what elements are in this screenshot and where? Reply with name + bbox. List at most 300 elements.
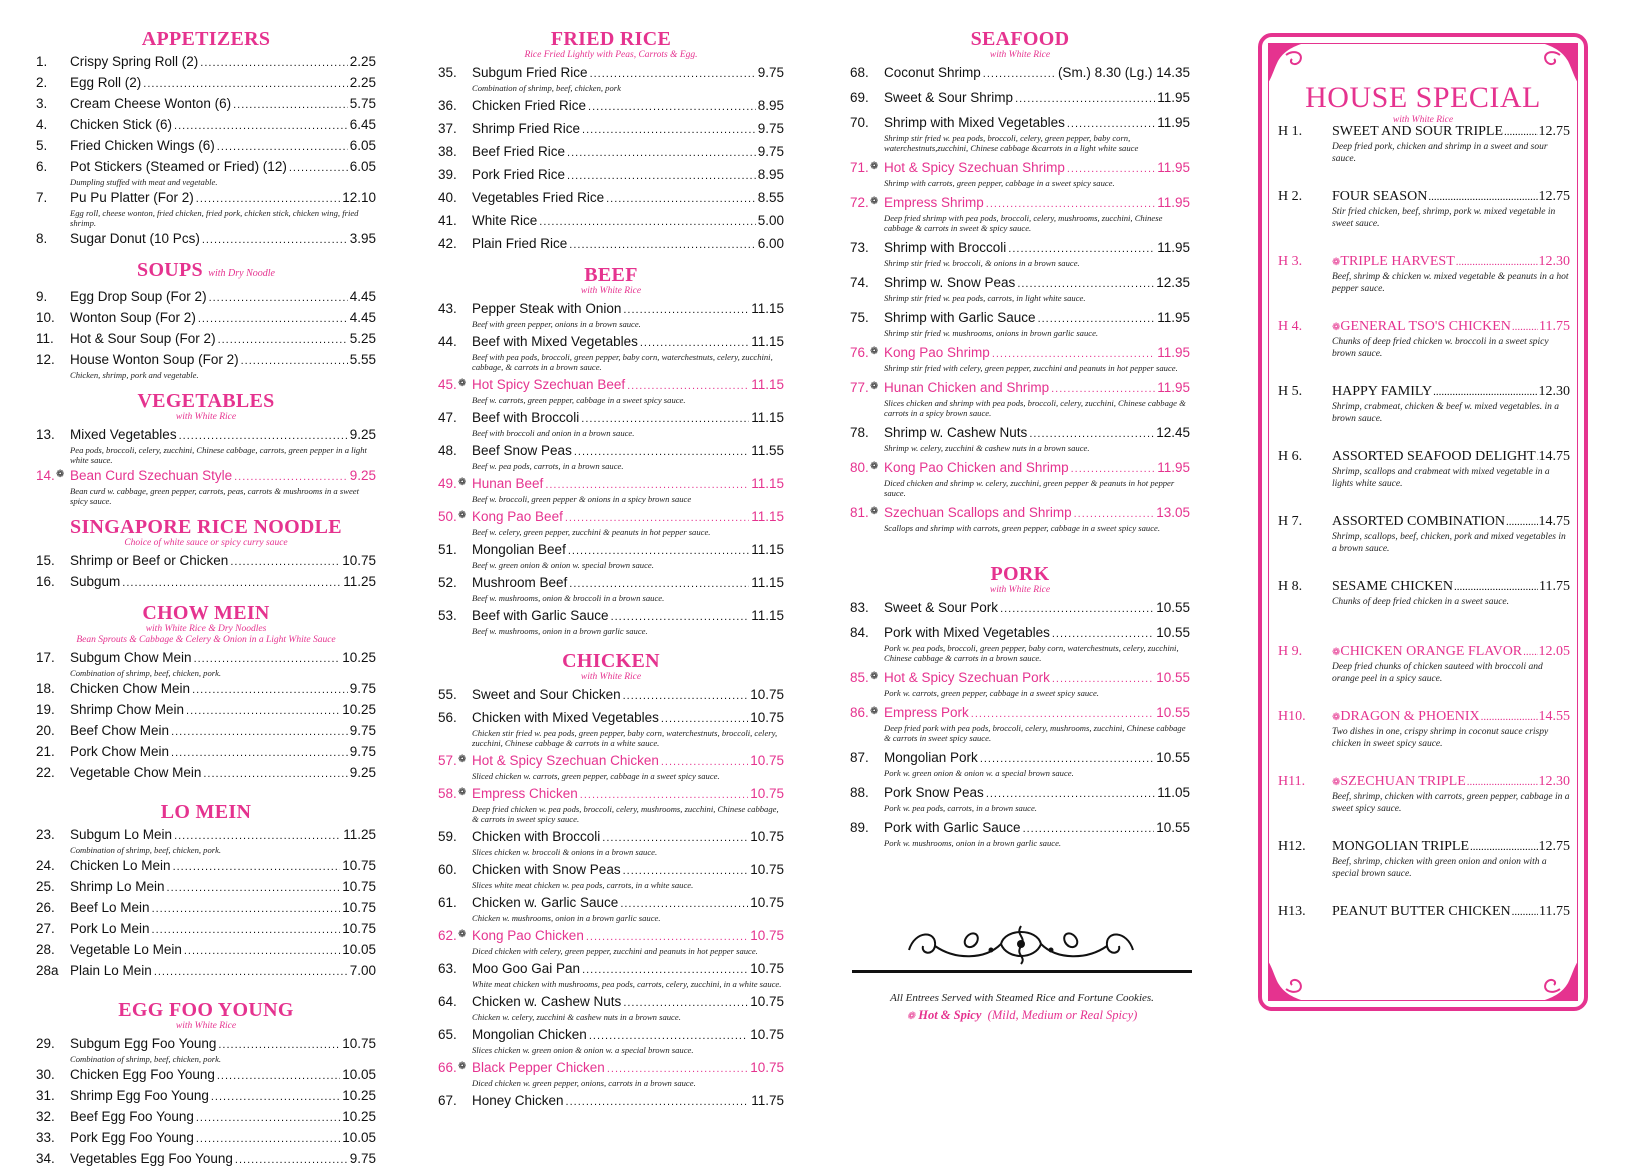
item-number: 14. <box>36 468 55 483</box>
item-price: 12.35 <box>1156 275 1190 290</box>
leader-dots <box>986 196 1155 213</box>
menu-item <box>850 459 1190 498</box>
item-row <box>884 379 1190 398</box>
leader-dots <box>1052 626 1154 643</box>
item-name: Cream Cheese Wonton (6) <box>70 96 232 111</box>
item-description: Shrimp stir fried with celery, green pepper, zucchini and peanuts in hot pepper sauce. <box>884 363 1178 373</box>
leader-dots <box>1454 579 1538 596</box>
item-description: Deep fried pork with pea pods, broccoli, celery, mushrooms, zucchini, Chinese cabbage & carrots in sweet spicy sauce. <box>884 723 1186 743</box>
item-number: 42. <box>438 236 457 251</box>
section-title-text: APPETIZERS <box>141 28 271 50</box>
item-row <box>884 194 1190 213</box>
leader-dots <box>1506 514 1537 531</box>
item-name: Black Pepper Chicken <box>472 1060 605 1075</box>
item-row <box>472 607 784 626</box>
leader-dots <box>1512 319 1538 336</box>
item-row <box>1278 708 1570 726</box>
menu-item <box>36 552 376 571</box>
menu-item <box>438 686 784 705</box>
item-row <box>70 230 376 249</box>
item-name: Hot & Sour Soup (For 2) <box>70 331 216 346</box>
menu-section <box>36 801 376 981</box>
item-price: 11.75 <box>1539 579 1570 594</box>
item-name: GENERAL TSO'S CHICKEN <box>1340 319 1511 334</box>
chili-pepper-icon: ❁ <box>1332 322 1341 333</box>
item-price: 12.05 <box>1538 644 1570 659</box>
item-name: Vegetable Chow Mein <box>70 765 202 780</box>
menu-item <box>36 137 376 156</box>
item-price: 8.55 <box>757 190 784 205</box>
item-number: 76. <box>850 345 869 360</box>
item-name: Empress Pork <box>884 705 969 720</box>
item-row <box>70 116 376 135</box>
item-name: Shrimp with Mixed Vegetables <box>884 115 1065 130</box>
item-name: Pepper Steak with Onion <box>472 301 622 316</box>
menu-item <box>850 309 1190 338</box>
leader-dots <box>568 543 749 560</box>
item-row <box>1278 253 1570 271</box>
item-row <box>884 89 1190 108</box>
item-row <box>472 960 784 979</box>
item-row <box>70 722 376 741</box>
item-row <box>884 624 1190 643</box>
item-name: Chicken Egg Foo Young <box>70 1067 215 1082</box>
item-name: Subgum Fried Rice <box>472 65 588 80</box>
item-row <box>472 333 784 352</box>
leader-dots <box>1017 276 1154 293</box>
item-description: Combination of shrimp, beef, chicken, pork. <box>70 668 222 678</box>
item-price: 10.05 <box>342 942 376 957</box>
item-price: 14.75 <box>1538 449 1570 464</box>
section-title-text: BEEF <box>584 264 638 286</box>
item-price: 6.05 <box>349 159 376 174</box>
item-price: 13.05 <box>1156 505 1190 520</box>
item-number: 35. <box>438 65 457 80</box>
menu-item-list <box>438 64 784 254</box>
item-description: Beef with broccoli and onion in a brown sauce. <box>472 428 635 438</box>
menu-item <box>850 784 1190 813</box>
item-price: 10.75 <box>342 553 376 568</box>
menu-item <box>36 1150 376 1169</box>
item-price: 11.05 <box>1157 785 1190 800</box>
menu-item <box>36 1108 376 1127</box>
item-name: Shrimp with Garlic Sauce <box>884 310 1036 325</box>
menu-item-list <box>850 64 1190 533</box>
leader-dots <box>186 703 340 720</box>
item-name: Hunan Beef <box>472 476 544 491</box>
item-name: Shrimp Chow Mein <box>70 702 185 717</box>
menu-item-list <box>850 599 1190 848</box>
item-number: 77. <box>850 380 869 395</box>
item-name: Empress Chicken <box>472 786 578 801</box>
item-price: 10.75 <box>750 961 784 976</box>
leader-dots <box>661 711 748 728</box>
item-name: Fried Chicken Wings (6) <box>70 138 215 153</box>
item-number: 48. <box>438 443 457 458</box>
item-row <box>70 899 376 918</box>
item-row <box>472 120 784 139</box>
item-number: 53. <box>438 608 457 623</box>
item-name: Shrimp w. Cashew Nuts <box>884 425 1028 440</box>
menu-item <box>36 288 376 307</box>
menu-item <box>438 861 784 890</box>
item-row <box>884 159 1190 178</box>
leader-dots <box>218 332 348 349</box>
leader-dots <box>992 346 1155 363</box>
item-name: Mongolian Beef <box>472 542 566 557</box>
leader-dots <box>980 751 1154 768</box>
leader-dots <box>627 378 749 395</box>
menu-item <box>36 95 376 114</box>
leader-dots <box>581 411 749 428</box>
item-price: 11.55 <box>751 443 784 458</box>
item-name: TRIPLE HARVEST <box>1340 254 1455 269</box>
item-number: 10. <box>36 310 55 325</box>
section-title-text: LO MEIN <box>160 801 252 823</box>
section-title <box>850 563 1190 585</box>
leader-dots <box>1038 311 1156 328</box>
section-title <box>438 264 784 286</box>
item-number: 24. <box>36 858 55 873</box>
menu-item <box>36 764 376 783</box>
item-number: 37. <box>438 121 457 136</box>
menu-section <box>850 28 1190 533</box>
item-description: Beef, shrimp, chicken with carrots, green pepper, cabbage in a sweet spicy sauce. <box>1332 792 1570 814</box>
item-row <box>472 785 784 804</box>
item-description: Deep fried chicken w. pea pods, broccoli, celery, mushrooms, zucchini, Chinese cabbage, & carrots in sweet spicy sauce. <box>472 804 779 824</box>
item-row <box>884 239 1190 258</box>
item-price: 9.75 <box>757 65 784 80</box>
item-number: 52. <box>438 575 457 590</box>
item-description: Shrimp stir fried w. broccoli, & onions in a brown sauce. <box>884 258 1080 268</box>
item-price: 11.15 <box>751 476 784 491</box>
leader-dots <box>211 1089 340 1106</box>
item-name: Mushroom Beef <box>472 575 568 590</box>
item-row <box>472 861 784 880</box>
house-special-item <box>1278 448 1570 490</box>
item-name: Beef with Mixed Vegetables <box>472 334 638 349</box>
chili-pepper-icon: ❁ <box>458 378 467 389</box>
item-name: Chicken w. Cashew Nuts <box>472 994 622 1009</box>
leader-dots <box>1537 449 1538 466</box>
item-number: 19. <box>36 702 55 717</box>
item-row <box>1278 903 1570 921</box>
item-name: Mongolian Pork <box>884 750 978 765</box>
chili-pepper-icon: ❁ <box>870 196 879 207</box>
item-name: Egg Roll (2) <box>70 75 142 90</box>
chili-pepper-icon: ❁ <box>870 161 879 172</box>
item-row <box>884 309 1190 328</box>
item-row <box>70 1108 376 1127</box>
menu-item <box>438 541 784 570</box>
item-name: Chicken with Broccoli <box>472 829 601 844</box>
item-row <box>472 235 784 254</box>
leader-dots <box>174 118 348 135</box>
item-description: Shrimp w. celery, zucchini & cashew nuts in a brown sauce. <box>884 443 1090 453</box>
item-number: 62. <box>438 928 457 943</box>
leader-dots <box>194 651 341 668</box>
item-name: Hot & Spicy Szechuan Pork <box>884 670 1050 685</box>
leader-dots <box>1000 601 1154 618</box>
item-number: 29. <box>36 1036 55 1051</box>
item-number: 3. <box>36 96 48 111</box>
section-title-text: FRIED RICE <box>550 28 672 50</box>
chili-pepper-icon: ❁ <box>870 381 879 392</box>
item-name: MONGOLIAN TRIPLE <box>1332 839 1470 854</box>
leader-dots <box>196 1131 340 1148</box>
item-price: 11.75 <box>751 1093 784 1108</box>
chili-pepper-icon: ❁ <box>870 506 879 517</box>
leader-dots <box>1067 116 1155 133</box>
item-description: Beef w. broccoli, green pepper & onions in a spicy brown sauce <box>472 494 692 504</box>
menu-item-list <box>36 288 376 380</box>
item-number: 13. <box>36 427 55 442</box>
item-row <box>884 114 1190 133</box>
item-price: 12.30 <box>1538 254 1570 269</box>
item-price: 9.75 <box>349 1151 376 1166</box>
item-price: 10.55 <box>1156 820 1190 835</box>
menu-item <box>438 828 784 857</box>
leader-dots <box>1008 241 1155 258</box>
item-number: 18. <box>36 681 55 696</box>
leader-dots <box>971 706 1154 723</box>
leader-dots <box>1470 839 1537 856</box>
item-number: 51. <box>438 542 457 557</box>
item-price: 9.75 <box>757 144 784 159</box>
item-price: 2.25 <box>349 75 376 90</box>
item-name: ASSORTED SEAFOOD DELIGHT <box>1332 449 1536 464</box>
item-number: H 1. <box>1278 124 1303 139</box>
item-number: 28. <box>36 942 55 957</box>
item-row <box>1278 448 1570 466</box>
chili-pepper-icon: ❁ <box>870 671 879 682</box>
item-number: 34. <box>36 1151 55 1166</box>
item-name: Moo Goo Gai Pan <box>472 961 581 976</box>
item-row <box>884 504 1190 523</box>
item-number: 16. <box>36 574 55 589</box>
menu-item <box>36 53 376 72</box>
item-name: Kong Pao Beef <box>472 509 563 524</box>
item-name: Shrimp or Beef or Chicken <box>70 553 229 568</box>
leader-dots <box>1433 384 1537 401</box>
menu-item <box>850 599 1190 618</box>
leader-dots <box>569 576 749 593</box>
item-name: Beef with Garlic Sauce <box>472 608 609 623</box>
item-row <box>70 649 376 668</box>
leader-dots <box>983 66 1056 83</box>
item-row <box>472 574 784 593</box>
chili-pepper-icon: ❁ <box>458 754 467 765</box>
item-row <box>884 819 1190 838</box>
item-name: Vegetable Lo Mein <box>70 942 182 957</box>
leader-dots <box>179 428 348 445</box>
item-description: Beef w. carrots, green pepper, cabbage in a sweet spicy sauce. <box>472 395 686 405</box>
item-row <box>472 927 784 946</box>
menu-item <box>36 74 376 93</box>
house-special-item <box>1278 578 1570 608</box>
item-description: Pork w. mushrooms, onion in a brown garlic sauce. <box>884 838 1062 848</box>
chili-pepper-icon: ❁ <box>870 461 879 472</box>
menu-item-list <box>438 300 784 636</box>
hot-spicy-note: (Mild, Medium or Real Spicy) <box>987 1008 1138 1022</box>
item-name: Kong Pao Shrimp <box>884 345 990 360</box>
menu-item <box>850 819 1190 848</box>
house-special-item <box>1278 123 1570 165</box>
menu-item <box>850 669 1190 698</box>
menu-item-list <box>36 53 376 249</box>
menu-item <box>36 962 376 981</box>
menu-item <box>438 508 784 537</box>
item-name: DRAGON & PHOENIX <box>1340 709 1480 724</box>
leader-dots <box>217 1068 340 1085</box>
item-name: SWEET AND SOUR TRIPLE <box>1332 124 1503 139</box>
menu-item <box>850 274 1190 303</box>
house-special-subtitle: with White Rice <box>1392 115 1454 125</box>
item-price: 11.15 <box>751 575 784 590</box>
item-name: Plain Lo Mein <box>70 963 152 978</box>
item-row <box>472 894 784 913</box>
item-number: H 2. <box>1278 189 1303 204</box>
item-price: 11.95 <box>1157 160 1190 175</box>
item-price: 12.45 <box>1156 425 1190 440</box>
item-name: House Wonton Soup (For 2) <box>70 352 239 367</box>
item-price: 9.25 <box>349 427 376 442</box>
section-title-text: PORK <box>990 563 1050 585</box>
item-price: 8.95 <box>757 167 784 182</box>
leader-dots <box>122 575 341 592</box>
item-row <box>70 701 376 720</box>
leader-dots <box>152 901 341 918</box>
item-name: Chicken Stick (6) <box>70 117 173 132</box>
menu-item <box>438 927 784 956</box>
item-price: 3.95 <box>349 231 376 246</box>
section-subtitle: Choice of white sauce or spicy curry sauce <box>124 538 288 548</box>
item-number: 31. <box>36 1088 55 1103</box>
menu-item <box>36 330 376 349</box>
item-row <box>70 309 376 328</box>
item-description: Beef with pea pods, broccoli, green pepper, baby corn, waterchestnuts, celery, zucchini, cabbage, & carrots in a brown sauce. <box>472 352 773 372</box>
menu-item <box>438 300 784 329</box>
corner-ornament-icon <box>1264 947 1322 1005</box>
item-price: 10.55 <box>1156 600 1190 615</box>
house-special-item <box>1278 773 1570 815</box>
item-number: 81. <box>850 505 869 520</box>
menu-item <box>850 704 1190 743</box>
menu-item <box>438 409 784 438</box>
leader-dots <box>539 214 755 231</box>
item-name: Chicken with Mixed Vegetables <box>472 710 659 725</box>
item-description: Combination of shrimp, beef, chicken, pork. <box>70 1054 222 1064</box>
menu-item <box>438 333 784 372</box>
menu-item <box>438 894 784 923</box>
item-number: 57. <box>438 753 457 768</box>
item-description: Chicken w. celery, zucchini & cashew nuts in a brown sauce. <box>472 1012 681 1022</box>
menu-item <box>36 573 376 592</box>
item-row <box>472 212 784 231</box>
item-number: 12. <box>36 352 55 367</box>
menu-item <box>850 344 1190 373</box>
section-title <box>36 999 376 1021</box>
leader-dots <box>586 929 748 946</box>
section-title-text: SINGAPORE RICE NOODLE <box>70 516 342 538</box>
leader-dots <box>588 99 756 116</box>
item-price: 10.75 <box>342 879 376 894</box>
item-price: 6.45 <box>349 117 376 132</box>
menu-item-list <box>36 426 376 506</box>
house-special-item <box>1278 383 1570 425</box>
item-name: FOUR SEASON <box>1332 189 1428 204</box>
item-price: 10.75 <box>750 862 784 877</box>
item-row <box>70 95 376 114</box>
item-name: Honey Chicken <box>472 1093 564 1108</box>
item-price: 11.15 <box>751 334 784 349</box>
item-description: Beef with green pepper, onions in a brown sauce. <box>472 319 641 329</box>
item-price: 11.15 <box>751 410 784 425</box>
item-row <box>70 1087 376 1106</box>
menu-item <box>438 475 784 504</box>
item-row <box>472 686 784 705</box>
item-name: Pork Chow Mein <box>70 744 170 759</box>
item-name: Sweet & Sour Pork <box>884 600 999 615</box>
flourish-ornament-icon <box>905 920 1137 966</box>
item-price: 7.00 <box>349 963 376 978</box>
menu-item <box>36 899 376 918</box>
item-number: 89. <box>850 820 869 835</box>
item-row <box>70 573 376 592</box>
item-description: Chunks of deep fried chicken w. broccoli in a sweet spicy brown sauce. <box>1332 337 1549 359</box>
item-price: (Sm.) 8.30 (Lg.) 14.35 <box>1057 65 1190 80</box>
menu-column-2 <box>438 28 784 1115</box>
item-name: SESAME CHICKEN <box>1332 579 1453 594</box>
item-name: Vegetables Egg Foo Young <box>70 1151 233 1166</box>
house-special-item <box>1278 188 1570 230</box>
item-price: 10.25 <box>342 650 376 665</box>
item-price: 2.25 <box>349 54 376 69</box>
item-row <box>472 97 784 116</box>
house-special-item <box>1278 708 1570 750</box>
leader-dots <box>611 609 750 626</box>
item-name: HAPPY FAMILY <box>1332 384 1433 399</box>
item-row <box>884 344 1190 363</box>
leader-dots <box>1504 124 1538 141</box>
item-number: 63. <box>438 961 457 976</box>
item-price: 11.95 <box>1157 240 1190 255</box>
item-name: Beef Chow Mein <box>70 723 170 738</box>
section-subtitle: with White Rice <box>989 50 1051 60</box>
menu-item <box>36 722 376 741</box>
item-number: 60. <box>438 862 457 877</box>
item-description: Scallops and shrimp with carrots, green pepper, cabbage in a sweet spicy sauce. <box>884 523 1160 533</box>
item-name: Plain Fried Rice <box>472 236 568 251</box>
item-price: 11.95 <box>1157 460 1190 475</box>
item-row <box>70 158 376 177</box>
item-description: Shrimp, scallops and crabmeat with mixed vegetable in a lights white sauce. <box>1332 467 1550 489</box>
item-number: 41. <box>438 213 457 228</box>
item-description: Pork w. pea pods, carrots, in a brown sauce. <box>884 803 1037 813</box>
menu-item <box>36 680 376 699</box>
item-number: 64. <box>438 994 457 1009</box>
item-price: 11.95 <box>1157 195 1190 210</box>
section-title <box>36 28 376 50</box>
menu-section <box>850 563 1190 848</box>
item-name: Vegetables Fried Rice <box>472 190 605 205</box>
menu-item <box>36 857 376 876</box>
item-name: Chicken with Snow Peas <box>472 862 621 877</box>
item-description: Shrimp, scallops, beef, chicken, pork and mixed vegetables in a brown sauce. <box>1332 532 1566 554</box>
item-name: Sweet and Sour Chicken <box>472 687 621 702</box>
menu-item <box>36 426 376 465</box>
leader-dots <box>1015 91 1155 108</box>
